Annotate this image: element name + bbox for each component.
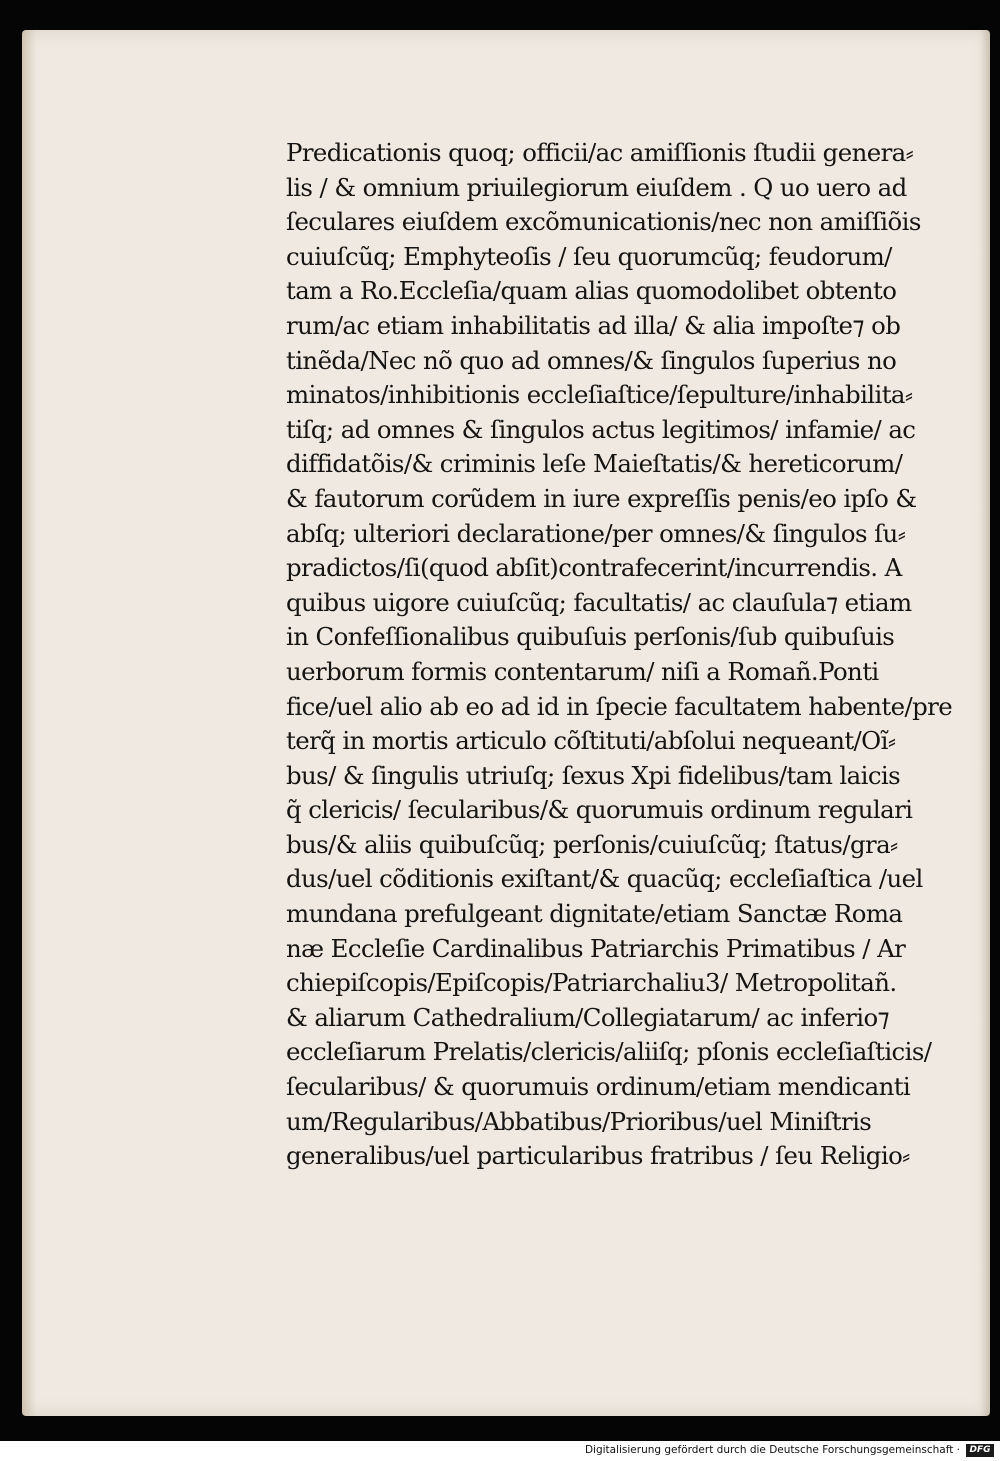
text-line: chiepiſcopis/Epiſcopis/Patriarchaliu3/ Metropolitañ. xyxy=(286,968,897,998)
page-binding-shadow xyxy=(22,30,36,1416)
text-line: um/Regularibus/Abbatibus/Prioribus/uel Miniſtris xyxy=(286,1106,872,1136)
text-line: uerborum formis contentarum/ niſi a Romañ.Ponti xyxy=(286,656,879,686)
text-line: quibus uigore cuiuſcũq; facultatis/ ac clauſula⁊ etiam xyxy=(286,587,912,617)
text-line: fice/uel alio ab eo ad id in ſpecie facultatem habente/pre xyxy=(286,691,953,721)
text-line: tinẽda/Nec nõ quo ad omnes/& ſingulos ſuperius no xyxy=(286,345,897,375)
text-line: minatos/inhibitionis eccleſiaſtice/ſepulture/inhabilita⸗ xyxy=(286,380,913,410)
text-line: lis / & omnium priuilegiorum eiuſdem . Q uo uero ad xyxy=(286,172,907,202)
book-page xyxy=(22,30,990,1416)
footer-bar xyxy=(0,1441,1000,1461)
funding-credit: Digitalisierung gefördert durch die Deutsche Forschungsgemeinschaft · xyxy=(584,1444,960,1456)
text-line: rum/ac etiam inhabilitatis ad illa/ & alia impoſte⁊ ob xyxy=(286,310,901,340)
text-block xyxy=(286,136,996,1174)
text-line: eccleſiarum Prelatis/clericis/aliiſq; pſonis eccleſiaſticis/ xyxy=(286,1037,932,1067)
text-line: tam a Ro.Eccleſia/quam alias quomodolibet obtento xyxy=(286,276,897,306)
text-line: terq̃ in mortis articulo cõſtituti/abſolui nequeant/Oĩ⸗ xyxy=(286,726,896,756)
text-line: & fautorum corũdem in iure expreſſis penis/eo ipſo & xyxy=(286,483,917,513)
text-line: cuiuſcũq; Emphyteoſis / ſeu quorumcũq; feudorum/ xyxy=(286,241,892,271)
text-line: in Confeſſionalibus quibuſuis perſonis/ſub quibuſuis xyxy=(286,622,895,652)
text-line: bus/& aliis quibuſcũq; perſonis/cuiuſcũq; ſtatus/gra⸗ xyxy=(286,829,898,859)
text-line: ſeculares eiuſdem excõmunicationis/nec non amiſſiõis xyxy=(286,207,921,237)
dfg-logo: DFG xyxy=(966,1444,994,1457)
text-line: generalibus/uel particularibus fratribus / ſeu Religio⸗ xyxy=(286,1141,910,1171)
text-line: bus/ & ſingulis utriuſq; ſexus Xpi fidelibus/tam laicis xyxy=(286,760,901,790)
text-line: & aliarum Cathedralium/Collegiatarum/ ac inferio⁊ xyxy=(286,1002,890,1032)
text-line: ſecularibus/ & quorumuis ordinum/etiam mendicanti xyxy=(286,1072,911,1102)
text-line: diffidatõis/& criminis leſe Maieſtatis/& hereticorum/ xyxy=(286,449,903,479)
text-line: tiſq; ad omnes & ſingulos actus legitimos/ infamie/ ac xyxy=(286,414,916,444)
text-line: pradictos/ſi(quod abſit)contrafecerint/incurrendis. A xyxy=(286,553,902,583)
text-line: næ Eccleſie Cardinalibus Patriarchis Primatibus / Ar xyxy=(286,933,906,963)
text-line: mundana prefulgeant dignitate/etiam Sanctæ Roma xyxy=(286,899,903,929)
text-line: dus/uel cõditionis exiſtant/& quacũq; eccleſiaſtica /uel xyxy=(286,864,923,894)
text-line: q̃ clericis/ ſecularibus/& quorumuis ordinum regulari xyxy=(286,795,913,825)
text-line: Predicationis quoq; officii/ac amiſſionis ſtudii genera⸗ xyxy=(286,138,914,167)
text-line: abſq; ulteriori declaratione/per omnes/& ſingulos ſu⸗ xyxy=(286,518,906,548)
